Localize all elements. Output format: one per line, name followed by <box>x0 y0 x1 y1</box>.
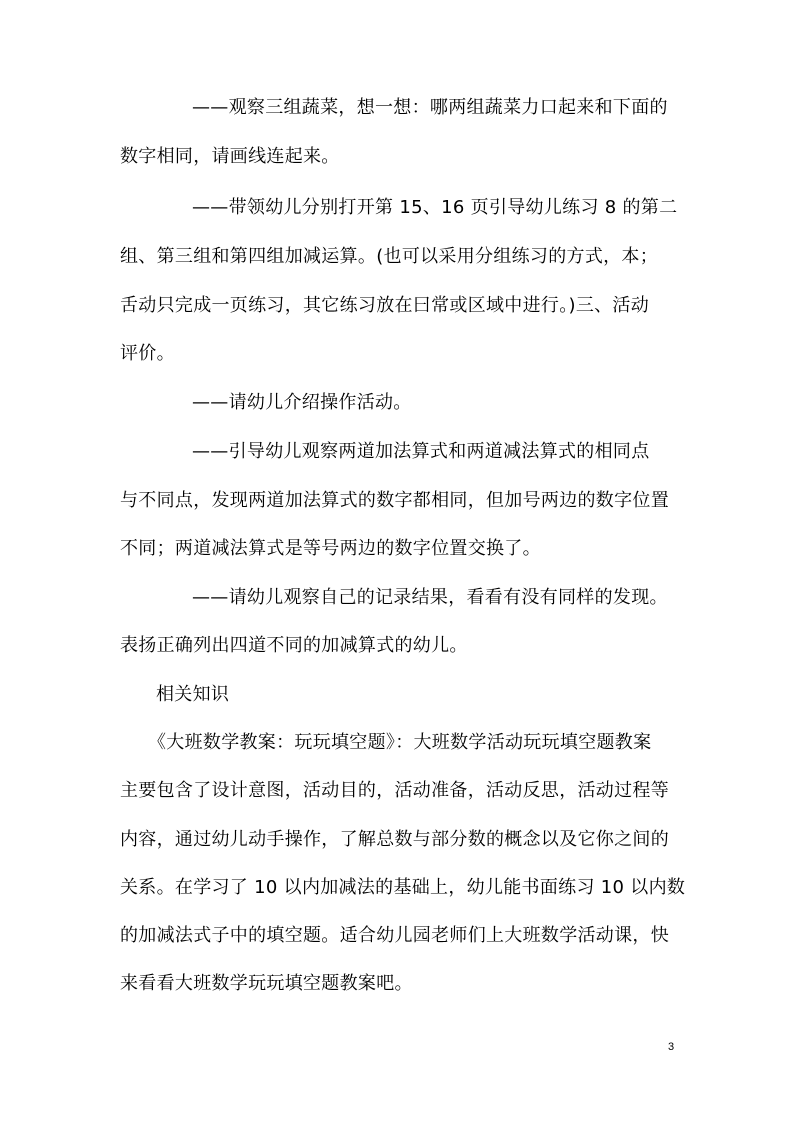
text-line: ——请幼儿观察自己的记录结果，看看有没有同样的发现。 <box>192 587 668 608</box>
text-line: ——观察三组蔬菜，想一想：哪两组蔬菜力口起来和下面的 <box>192 97 668 118</box>
text-line: 组、第三组和第四组加减运算。(也可以采用分组练习的方式，本； <box>120 246 659 267</box>
text-line: 内容，通过幼儿动手操作，了解总数与部分数的概念以及它你之间的 <box>120 829 669 850</box>
text-line: 表扬正确列出四道不同的加减算式的幼儿。 <box>120 635 468 656</box>
text-line: 的加减法式子中的填空题。适合幼儿园老师们上大班数学活动课，快 <box>120 925 669 946</box>
text-line: 数字相同，请画线连起来。 <box>120 146 340 167</box>
text-line: ——请幼儿介绍操作活动。 <box>192 392 412 413</box>
text-line: 与不同点，发现两道加法算式的数字都相同，但加号两边的数字位置 <box>120 490 669 511</box>
text-line: 舌动只完成一页练习，其它练习放在曰常或区域中进行。)三、活动 <box>120 295 650 316</box>
text-line: 评价。 <box>120 343 175 364</box>
text-line: ——带领幼儿分别打开第 15、16 页引导幼儿练习 8 的第二 <box>192 197 678 218</box>
text-line: 来看看大班数学玩玩填空题教案吧。 <box>120 973 413 994</box>
text-line: 《大班数学教案：玩玩填空题》：大班数学活动玩玩填空题教案 <box>148 732 652 753</box>
section-heading: 相关知识 <box>156 684 230 705</box>
text-line: 不同；两道减法算式是等号两边的数字位置交换了。 <box>120 538 541 559</box>
text-line: 主要包含了设计意图，活动目的，活动准备，活动反思，活动过程等 <box>120 780 669 801</box>
text-line: ——引导幼儿观察两道加法算式和两道减法算式的相同点 <box>192 441 650 462</box>
page-number: 3 <box>668 1041 675 1053</box>
text-line: 关系。在学习了 10 以内加减法的基础上，幼儿能书面练习 10 以内数 <box>120 877 686 898</box>
